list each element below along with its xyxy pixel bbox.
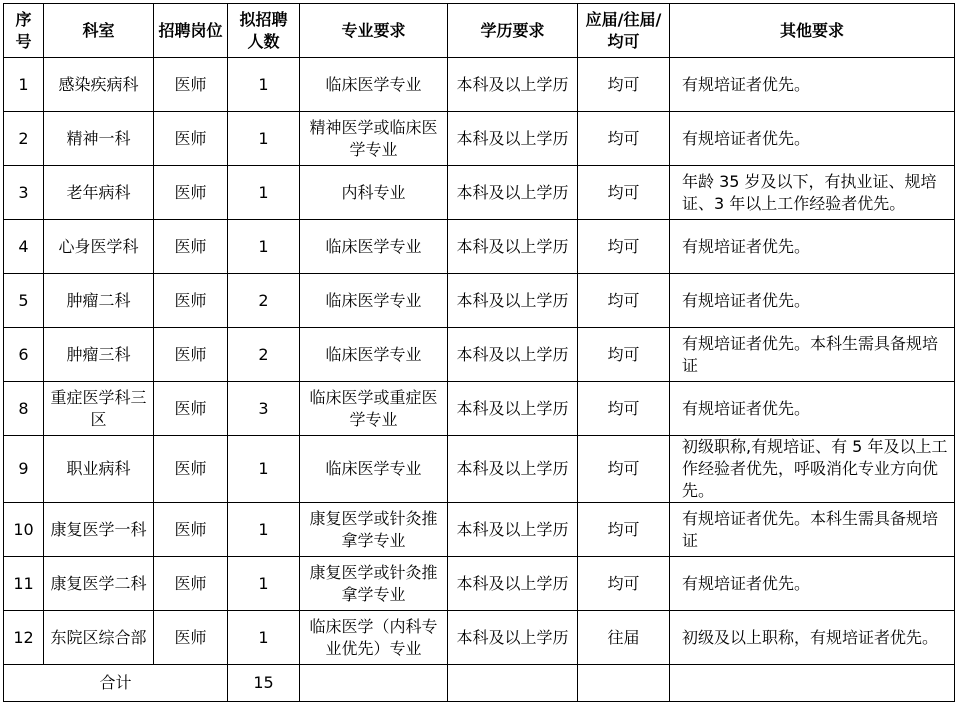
table-row bbox=[4, 503, 955, 557]
row-post: 医师 bbox=[154, 274, 228, 328]
row-major: 康复医学或针灸推拿学专业 bbox=[300, 557, 448, 611]
row-grad: 均可 bbox=[578, 436, 670, 503]
header-edu: 学历要求 bbox=[448, 4, 578, 58]
row-other: 有规培证者优先。 bbox=[670, 382, 955, 436]
header-count: 拟招聘人数 bbox=[228, 4, 300, 58]
row-post: 医师 bbox=[154, 382, 228, 436]
row-dept: 康复医学二科 bbox=[44, 557, 154, 611]
row-major: 临床医学专业 bbox=[300, 58, 448, 112]
row-no: 2 bbox=[4, 112, 44, 166]
row-no: 1 bbox=[4, 58, 44, 112]
row-other: 有规培证者优先。本科生需具备规培证 bbox=[670, 503, 955, 557]
row-grad: 均可 bbox=[578, 328, 670, 382]
row-no: 12 bbox=[4, 611, 44, 665]
row-other: 有规培证者优先。 bbox=[670, 220, 955, 274]
row-major: 临床医学专业 bbox=[300, 274, 448, 328]
row-post: 医师 bbox=[154, 220, 228, 274]
row-no: 4 bbox=[4, 220, 44, 274]
header-no: 序号 bbox=[4, 4, 44, 58]
row-edu: 本科及以上学历 bbox=[448, 382, 578, 436]
row-no: 5 bbox=[4, 274, 44, 328]
row-no: 8 bbox=[4, 382, 44, 436]
row-major: 康复医学或针灸推拿学专业 bbox=[300, 503, 448, 557]
total-empty-edu bbox=[448, 665, 578, 702]
table-row bbox=[4, 274, 955, 328]
total-empty-grad bbox=[578, 665, 670, 702]
row-edu: 本科及以上学历 bbox=[448, 274, 578, 328]
row-grad: 均可 bbox=[578, 557, 670, 611]
row-grad: 均可 bbox=[578, 382, 670, 436]
row-other: 初级职称,有规培证、有 5 年及以上工作经验者优先，呼吸消化专业方向优先。 bbox=[670, 436, 955, 503]
row-count: 1 bbox=[228, 166, 300, 220]
row-count: 1 bbox=[228, 503, 300, 557]
row-dept: 精神一科 bbox=[44, 112, 154, 166]
header-grad: 应届/往届/均可 bbox=[578, 4, 670, 58]
row-major: 临床医学（内科专业优先）专业 bbox=[300, 611, 448, 665]
table-row bbox=[4, 611, 955, 665]
row-edu: 本科及以上学历 bbox=[448, 220, 578, 274]
header-row bbox=[4, 4, 955, 58]
row-dept: 肿瘤二科 bbox=[44, 274, 154, 328]
table-row bbox=[4, 58, 955, 112]
row-edu: 本科及以上学历 bbox=[448, 58, 578, 112]
row-post: 医师 bbox=[154, 112, 228, 166]
row-no: 9 bbox=[4, 436, 44, 503]
row-other: 有规培证者优先。 bbox=[670, 274, 955, 328]
row-dept: 心身医学科 bbox=[44, 220, 154, 274]
row-edu: 本科及以上学历 bbox=[448, 436, 578, 503]
row-count: 1 bbox=[228, 436, 300, 503]
row-post: 医师 bbox=[154, 503, 228, 557]
row-dept: 康复医学一科 bbox=[44, 503, 154, 557]
total-row bbox=[4, 665, 955, 702]
row-post: 医师 bbox=[154, 611, 228, 665]
row-post: 医师 bbox=[154, 166, 228, 220]
table-row bbox=[4, 382, 955, 436]
total-empty-other bbox=[670, 665, 955, 702]
row-edu: 本科及以上学历 bbox=[448, 611, 578, 665]
row-edu: 本科及以上学历 bbox=[448, 503, 578, 557]
row-no: 11 bbox=[4, 557, 44, 611]
table-row bbox=[4, 436, 955, 503]
table-row bbox=[4, 166, 955, 220]
row-grad: 均可 bbox=[578, 220, 670, 274]
row-grad: 均可 bbox=[578, 58, 670, 112]
row-major: 内科专业 bbox=[300, 166, 448, 220]
row-edu: 本科及以上学历 bbox=[448, 328, 578, 382]
row-count: 3 bbox=[228, 382, 300, 436]
row-post: 医师 bbox=[154, 328, 228, 382]
row-major: 临床医学或重症医学专业 bbox=[300, 382, 448, 436]
row-grad: 往届 bbox=[578, 611, 670, 665]
row-dept: 肿瘤三科 bbox=[44, 328, 154, 382]
table-row bbox=[4, 112, 955, 166]
row-edu: 本科及以上学历 bbox=[448, 557, 578, 611]
row-major: 临床医学专业 bbox=[300, 220, 448, 274]
row-edu: 本科及以上学历 bbox=[448, 166, 578, 220]
row-other: 有规培证者优先。 bbox=[670, 112, 955, 166]
row-major: 临床医学专业 bbox=[300, 436, 448, 503]
row-other: 有规培证者优先。 bbox=[670, 557, 955, 611]
total-empty-major bbox=[300, 665, 448, 702]
row-other: 年龄 35 岁及以下，有执业证、规培证、3 年以上工作经验者优先。 bbox=[670, 166, 955, 220]
row-post: 医师 bbox=[154, 557, 228, 611]
row-other: 初级及以上职称，有规培证者优先。 bbox=[670, 611, 955, 665]
row-post: 医师 bbox=[154, 436, 228, 503]
row-count: 1 bbox=[228, 58, 300, 112]
row-dept: 东院区综合部 bbox=[44, 611, 154, 665]
total-count: 15 bbox=[228, 665, 300, 702]
header-other: 其他要求 bbox=[670, 4, 955, 58]
row-dept: 老年病科 bbox=[44, 166, 154, 220]
row-grad: 均可 bbox=[578, 274, 670, 328]
row-post: 医师 bbox=[154, 58, 228, 112]
row-dept: 重症医学科三区 bbox=[44, 382, 154, 436]
total-label: 合计 bbox=[4, 665, 228, 702]
row-no: 6 bbox=[4, 328, 44, 382]
row-edu: 本科及以上学历 bbox=[448, 112, 578, 166]
table-row bbox=[4, 220, 955, 274]
row-dept: 感染疾病科 bbox=[44, 58, 154, 112]
header-major: 专业要求 bbox=[300, 4, 448, 58]
row-grad: 均可 bbox=[578, 503, 670, 557]
row-other: 有规培证者优先。本科生需具备规培证 bbox=[670, 328, 955, 382]
row-count: 1 bbox=[228, 112, 300, 166]
row-count: 1 bbox=[228, 557, 300, 611]
row-major: 临床医学专业 bbox=[300, 328, 448, 382]
row-count: 2 bbox=[228, 328, 300, 382]
row-no: 3 bbox=[4, 166, 44, 220]
row-count: 1 bbox=[228, 220, 300, 274]
row-grad: 均可 bbox=[578, 166, 670, 220]
recruitment-table bbox=[3, 3, 955, 702]
row-dept: 职业病科 bbox=[44, 436, 154, 503]
header-post: 招聘岗位 bbox=[154, 4, 228, 58]
row-no: 10 bbox=[4, 503, 44, 557]
table-row bbox=[4, 557, 955, 611]
row-other: 有规培证者优先。 bbox=[670, 58, 955, 112]
header-dept: 科室 bbox=[44, 4, 154, 58]
row-grad: 均可 bbox=[578, 112, 670, 166]
row-count: 1 bbox=[228, 611, 300, 665]
row-count: 2 bbox=[228, 274, 300, 328]
row-major: 精神医学或临床医学专业 bbox=[300, 112, 448, 166]
table-row bbox=[4, 328, 955, 382]
